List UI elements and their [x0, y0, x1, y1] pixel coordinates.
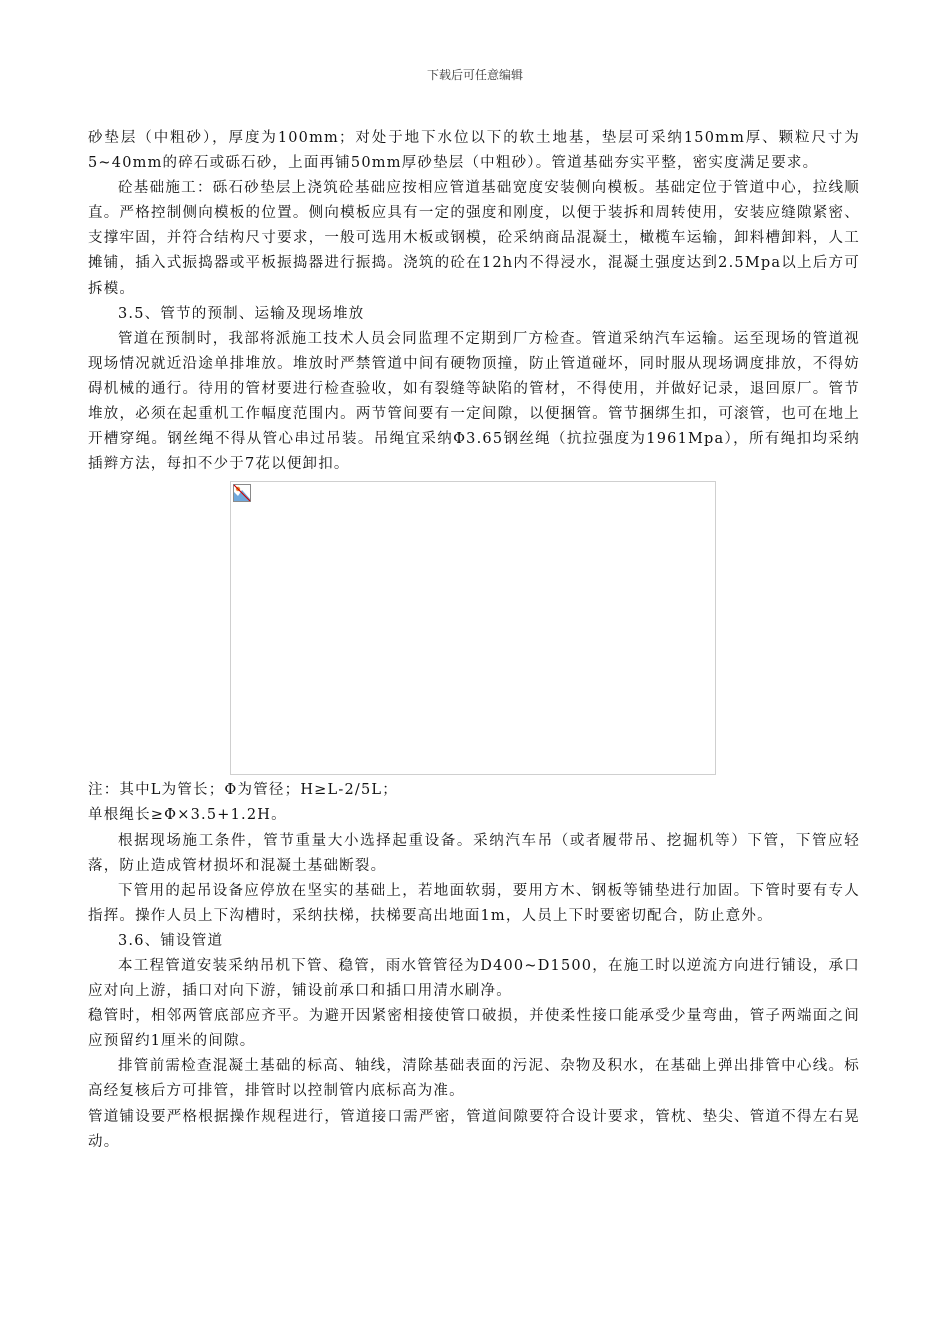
section-heading-3-6: 3.6、铺设管道: [118, 932, 224, 949]
broken-image-icon: [233, 484, 251, 502]
paragraph-concrete-foundation: 砼基础施工：砾石砂垫层上浇筑砼基础应按相应管道基础宽度安装侧向模板。基础定位于管道中心，拉线顺直。严格控制侧向模板的位置。侧向模板应具有一定的强度和刚度，以便于装拆和周转使用，安装应缝隙紧密、支撑牢固，并符合结构尺寸要求，一般可选用木板或钢模，砼采纳商品混凝土，橄榄车运输，卸料槽卸料，人工摊铺，插入式振捣器或平板振捣器进行振捣。浇筑的砼在12h内不得浸水，混凝土强度达到2.5Mpa以上后方可拆模。: [88, 180, 860, 297]
paragraph-pipe-installation: 本工程管道安装采纳吊机下管、稳管，雨水管管径为D400~D1500，在施工时以逆流方向进行铺设，承口应对向上游，插口对向下游，铺设前承口和插口用清水刷净。: [88, 957, 860, 1000]
paragraph-crane-placement: 下管用的起吊设备应停放在坚实的基础上，若地面软弱，要用方木、钢板等铺垫进行加固。下管时要有专人指挥。操作人员上下沟槽时，采纳扶梯，扶梯要高出地面1m，人员上下时要密切配合，防止意外。: [88, 882, 860, 924]
missing-image-placeholder: [230, 481, 716, 775]
paragraph-sand-cushion: 砂垫层（中粗砂），厚度为100mm；对处于地下水位以下的软土地基，垫层可采纳150mm厚、颗粒尺寸为5~40mm的碎石或砾石砂，上面再铺50mm厚砂垫层（中粗砂）。管道基础夯实平整，密实度满足要求。: [88, 130, 860, 172]
paragraph-laying-rules: 管道铺设要严格根据操作规程进行，管道接口需严密，管道间隙要符合设计要求，管枕、垫尖、管道不得左右晃动。: [88, 1108, 860, 1150]
note-line-1: 注：其中L为管长；Φ为管径；H≥L-2/5L；: [88, 782, 398, 799]
paragraph-pipe-transport: 管道在预制时，我部将派施工技术人员会同监理不定期到厂方检查。管道采纳汽车运输。运至现场的管道视现场情况就近沿途单排堆放。堆放时严禁管道中间有硬物顶撞，防止管道碰坏，同时服从现场调度排放，不得妨碍机械的通行。待用的管材要进行检查验收，如有裂缝等缺陷的管材，不得使用，并做好记录，退回原厂。管节堆放，必须在起重机工作幅度范围内。两节管间要有一定间隙，以便捆管。管节捆绑生扣，可滚管，也可在地上开槽穿绳。钢丝绳不得从管心串过吊装。吊绳宜采纳Φ3.65钢丝绳（抗拉强度为1961Mpa），所有绳扣均采纳插辫方法，每扣不少于7花以便卸扣。: [88, 330, 860, 473]
paragraph-pipe-alignment: 排管前需检查混凝土基础的标高、轴线，清除基础表面的污泥、杂物及积水，在基础上弹出排管中心线。标高经复核后方可排管，排管时以控制管内底标高为准。: [88, 1058, 860, 1100]
paragraph-lifting-equipment: 根据现场施工条件，管节重量大小选择起重设备。采纳汽车吊（或者履带吊、挖掘机等）下管，下管应轻落，防止造成管材损坏和混凝土基础断裂。: [88, 832, 860, 874]
paragraph-pipe-stabilizing: 稳管时，相邻两管底部应齐平。为避开因紧密相接使管口破损，并使柔性接口能承受少量弯曲，管子两端面之间应预留约1厘米的间隙。: [88, 1008, 860, 1050]
page-header: 下载后可任意编辑: [426, 68, 523, 82]
document-body: [88, 126, 860, 1155]
section-heading-3-5: 3.5、管节的预制、运输及现场堆放: [118, 305, 365, 322]
note-line-2: 单根绳长≥Φ×3.5+1.2H。: [88, 807, 287, 824]
